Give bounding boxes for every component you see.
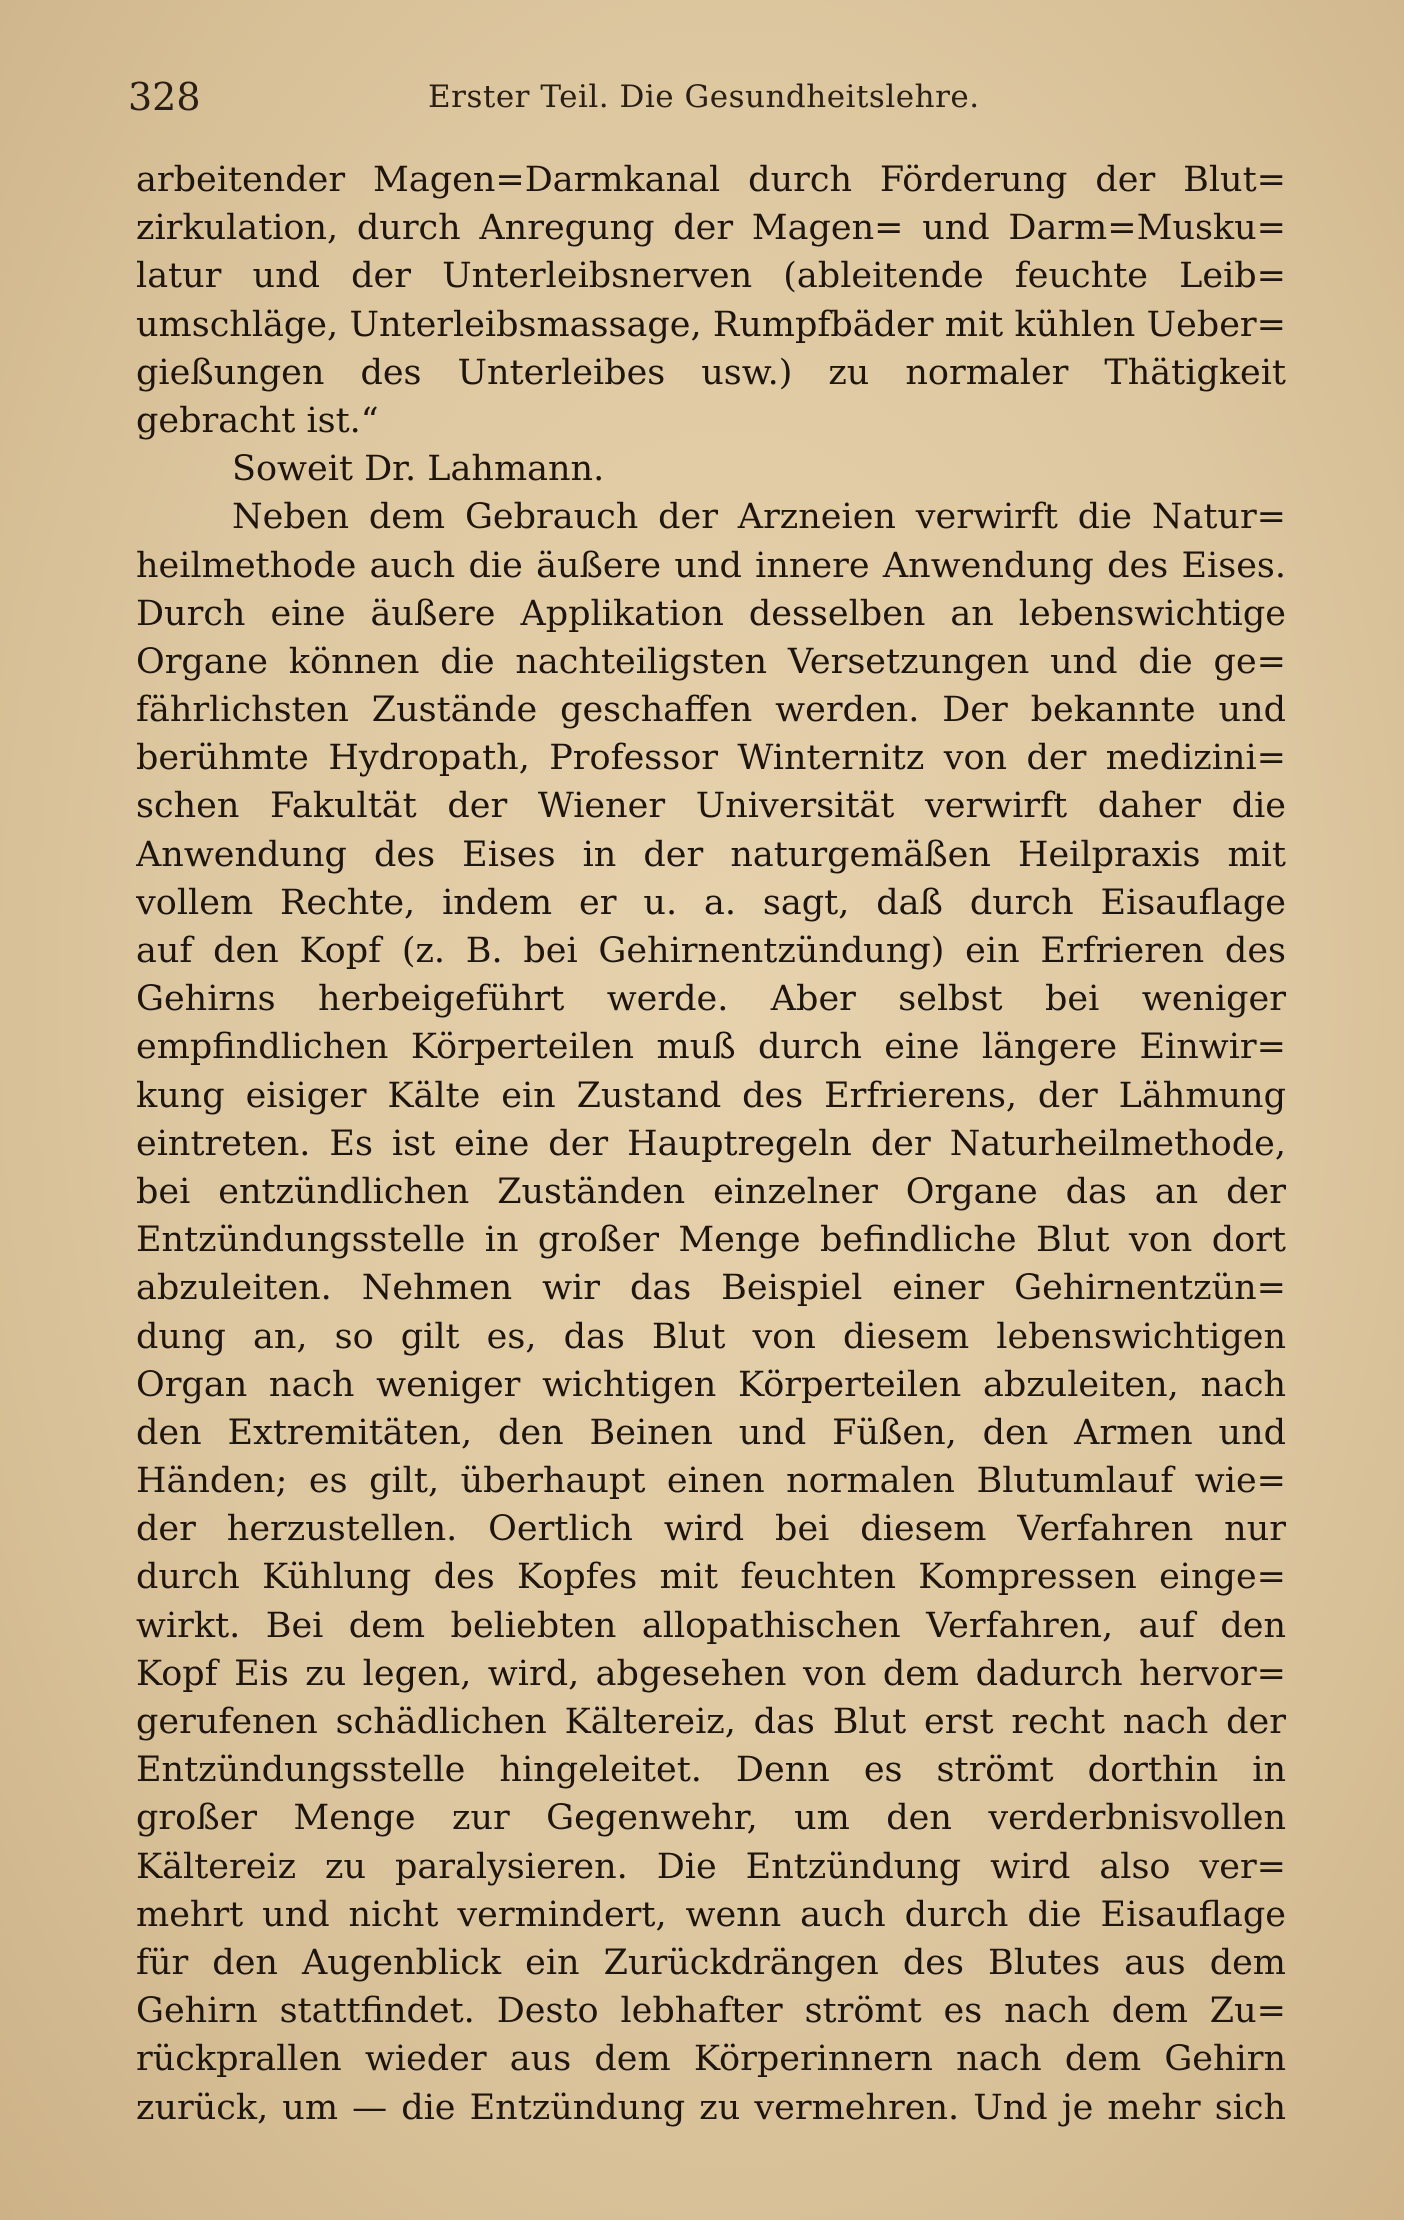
text-line: rückprallen wieder aus dem Körperinnern nach dem Gehirn [136,2039,1286,2080]
text-line: auf den Kopf (z. B. bei Gehirnentzündung) ein Erfrieren des [136,931,1286,971]
text-line: großer Menge zur Gegenwehr, um den verderbnisvollen [136,1798,1286,1839]
text-line: Händen; es gilt, überhaupt einen normalen Blutumlauf wie= [136,1461,1286,1502]
text-line: fährlichsten Zustände geschaffen werden. Der bekannte und [136,690,1286,731]
text-line: arbeitender Magen=Darmkanal durch Förderung der Blut= [136,160,1286,200]
text-line: eintreten. Es ist eine der Hauptregeln der Naturheilmethode, [136,1123,1286,1164]
text-line: Kältereiz zu paralysieren. Die Entzündung wird also ver= [136,1846,1286,1887]
text-line: den Extremitäten, den Beinen und Füßen, den Armen und [136,1412,1286,1453]
text-line: dung an, so gilt es, das Blut von diesem lebenswichtigen [136,1316,1286,1357]
text-line: Anwendung des Eises in der naturgemäßen Heilpraxis mit [136,834,1286,875]
text-line: gießungen des Unterleibes usw.) zu normaler Thätigkeit [136,352,1286,393]
text-line: wirkt. Bei dem beliebten allopathischen Verfahren, auf den [136,1605,1286,1646]
text-line: mehrt und nicht vermindert, wenn auch durch die Eisauflage [136,1894,1286,1935]
text-line: gebracht ist.“ [136,400,379,441]
text-line: Gehirns herbeigeführt werde. Aber selbst bei weniger [136,979,1286,1020]
text-line: zurück, um — die Entzündung zu vermehren. Und je mehr sich [136,2087,1286,2128]
text-line: latur und der Unterleibsnerven (ableitende feuchte Leib= [136,256,1286,297]
running-head: Erster Teil. Die Gesundheitslehre. [428,79,980,115]
text-line: Entzündungsstelle in großer Menge befindliche Blut von dort [136,1220,1286,1261]
text-line: bei entzündlichen Zuständen einzelner Organe das an der [136,1171,1286,1212]
text-line: Soweit Dr. Lahmann. [232,449,605,490]
text-line: empfindlichen Körperteilen muß durch eine längere Einwir= [136,1027,1286,1068]
text-line: Organe können die nachteiligsten Versetzungen und die ge= [136,641,1286,682]
text-line: zirkulation, durch Anregung der Magen= und Darm=Musku= [136,208,1286,249]
text-line: Entzündungsstelle hingeleitet. Denn es strömt dorthin in [136,1750,1286,1791]
text-line: Kopf Eis zu legen, wird, abgesehen von dem dadurch hervor= [136,1653,1286,1694]
text-line: gerufenen schädlichen Kältereiz, das Blut erst recht nach der [136,1702,1286,1742]
page-number: 328 [128,75,201,119]
text-line: der herzustellen. Oertlich wird bei diesem Verfahren nur [136,1509,1286,1550]
text-line: durch Kühlung des Kopfes mit feuchten Kompressen einge= [136,1557,1286,1598]
text-line: Neben dem Gebrauch der Arzneien verwirft die Natur= [232,497,1286,538]
text-line: Organ nach weniger wichtigen Körperteilen abzuleiten, nach [136,1364,1286,1405]
text-line: kung eisiger Kälte ein Zustand des Erfrierens, der Lähmung [136,1075,1286,1116]
text-line: heilmethode auch die äußere und innere Anwendung des Eises. [136,545,1286,586]
text-line: für den Augenblick ein Zurückdrängen des Blutes aus dem [136,1942,1286,1983]
body-text [136,156,1286,2132]
text-line: berühmte Hydropath, Professor Winternitz von der medizini= [136,738,1286,779]
page-header [128,72,1288,122]
text-line: vollem Rechte, indem er u. a. sagt, daß durch Eisauflage [136,882,1286,923]
text-line: abzuleiten. Nehmen wir das Beispiel einer Gehirnentzün= [136,1268,1286,1309]
text-line: umschläge, Unterleibsmassage, Rumpfbäder mit kühlen Ueber= [136,304,1286,345]
text-line: Durch eine äußere Applikation desselben an lebenswichtige [136,593,1286,634]
text-line: schen Fakultät der Wiener Universität verwirft daher die [136,786,1286,827]
text-line: Gehirn stattfindet. Desto lebhafter strömt es nach dem Zu= [136,1991,1286,2032]
